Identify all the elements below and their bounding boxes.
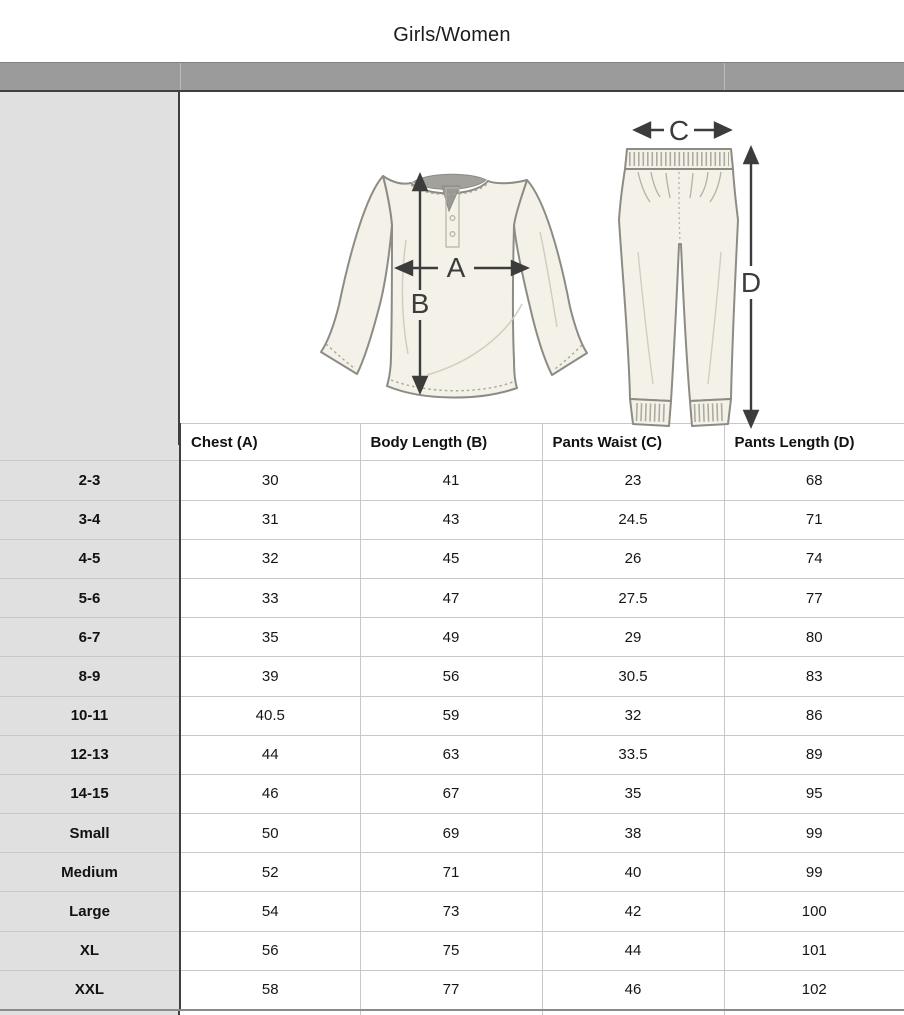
measurement-cell: 49 — [360, 618, 542, 657]
measurement-figure — [180, 92, 904, 445]
measurement-cell: 33 — [180, 578, 360, 617]
label-d: D — [740, 266, 762, 298]
measurement-cell: 44 — [180, 735, 360, 774]
measurement-cell: 52 — [180, 853, 360, 892]
label-a: A — [446, 251, 466, 283]
measurement-cell: 56 — [360, 657, 542, 696]
table-row — [0, 735, 904, 774]
table-row — [0, 774, 904, 813]
measurement-cell: 75 — [360, 931, 542, 970]
cutoff-cell — [542, 1011, 724, 1015]
table-row — [0, 931, 904, 970]
col-header-pants-length: Pants Length (D) — [724, 424, 904, 461]
measurement-cell: 77 — [724, 578, 904, 617]
table-row — [0, 500, 904, 539]
title-row — [0, 0, 904, 62]
figure-area — [0, 92, 904, 424]
row-size-label: XL — [0, 931, 180, 970]
table-row — [0, 814, 904, 853]
cutoff-cell — [360, 1011, 542, 1015]
row-size-label: XXL — [0, 970, 180, 1009]
measurement-cell: 73 — [360, 892, 542, 931]
table-row — [0, 657, 904, 696]
band-segment-right — [724, 63, 904, 90]
measurement-cell: 102 — [724, 970, 904, 1009]
col-header-chest: Chest (A) — [180, 424, 360, 461]
measurement-cell: 33.5 — [542, 735, 724, 774]
measurement-cell: 83 — [724, 657, 904, 696]
measurement-cell: 32 — [180, 539, 360, 578]
measurement-cell: 30.5 — [542, 657, 724, 696]
measurement-cell: 89 — [724, 735, 904, 774]
measurement-cell: 46 — [180, 774, 360, 813]
measurement-cell: 101 — [724, 931, 904, 970]
size-column-spacer — [0, 92, 180, 445]
measurement-cell: 45 — [360, 539, 542, 578]
label-c: C — [668, 114, 690, 146]
measurement-cell: 23 — [542, 461, 724, 500]
row-size-label: 12-13 — [0, 735, 180, 774]
row-size-label: 14-15 — [0, 774, 180, 813]
measurement-cell: 39 — [180, 657, 360, 696]
row-size-label: 4-5 — [0, 539, 180, 578]
measurement-cell: 32 — [542, 696, 724, 735]
measurement-cell: 24.5 — [542, 500, 724, 539]
measurement-cell: 74 — [724, 539, 904, 578]
measurement-cell: 31 — [180, 500, 360, 539]
measurement-cell: 27.5 — [542, 578, 724, 617]
measurement-cell: 100 — [724, 892, 904, 931]
col-header-body-length: Body Length (B) — [360, 424, 542, 461]
row-size-label: 5-6 — [0, 578, 180, 617]
table-row — [0, 461, 904, 500]
measurement-cell: 35 — [542, 774, 724, 813]
row-size-label: 10-11 — [0, 696, 180, 735]
measurement-cell: 50 — [180, 814, 360, 853]
row-size-label: Medium — [0, 853, 180, 892]
measurement-cell: 95 — [724, 774, 904, 813]
measurement-cell: 30 — [180, 461, 360, 500]
measurement-cell: 59 — [360, 696, 542, 735]
measurement-cell: 56 — [180, 931, 360, 970]
size-table-body — [0, 461, 904, 1009]
measurement-cell: 86 — [724, 696, 904, 735]
measurement-cell: 80 — [724, 618, 904, 657]
measurement-cell: 40.5 — [180, 696, 360, 735]
cutoff-cell — [0, 1011, 180, 1015]
row-size-label: Small — [0, 814, 180, 853]
row-size-label: 8-9 — [0, 657, 180, 696]
measurement-cell: 54 — [180, 892, 360, 931]
measurement-cell: 63 — [360, 735, 542, 774]
cutoff-row — [0, 1009, 904, 1015]
measurement-cell: 26 — [542, 539, 724, 578]
measurement-cell: 99 — [724, 814, 904, 853]
pants-illustration — [619, 149, 738, 426]
measurement-cell: 44 — [542, 931, 724, 970]
band-segment-left — [0, 63, 180, 90]
measurement-cell: 58 — [180, 970, 360, 1009]
measurement-cell: 35 — [180, 618, 360, 657]
measurement-cell: 68 — [724, 461, 904, 500]
measurement-cell: 38 — [542, 814, 724, 853]
measurement-cell: 29 — [542, 618, 724, 657]
measurement-cell: 43 — [360, 500, 542, 539]
measurement-cell: 71 — [724, 500, 904, 539]
garment-diagram — [180, 92, 904, 445]
cutoff-cell — [180, 1011, 360, 1015]
measurement-cell: 46 — [542, 970, 724, 1009]
measurement-cell: 42 — [542, 892, 724, 931]
page-title: Girls/Women — [393, 24, 511, 47]
table-row — [0, 539, 904, 578]
measurement-cell: 99 — [724, 853, 904, 892]
size-table — [0, 423, 904, 1009]
table-row — [0, 970, 904, 1009]
row-size-label: 2-3 — [0, 461, 180, 500]
table-top-band — [0, 62, 904, 92]
measurement-cell: 77 — [360, 970, 542, 1009]
table-row — [0, 578, 904, 617]
table-row — [0, 618, 904, 657]
row-size-label: 3-4 — [0, 500, 180, 539]
table-row — [0, 892, 904, 931]
measurement-cell: 40 — [542, 853, 724, 892]
measurement-cell: 47 — [360, 578, 542, 617]
table-row — [0, 853, 904, 892]
table-row — [0, 696, 904, 735]
measurement-cell: 41 — [360, 461, 542, 500]
row-size-label: 6-7 — [0, 618, 180, 657]
cutoff-cell — [724, 1011, 904, 1015]
measurement-cell: 67 — [360, 774, 542, 813]
measurement-cell: 71 — [360, 853, 542, 892]
measurement-cell: 69 — [360, 814, 542, 853]
label-b: B — [410, 287, 430, 319]
band-segment-middle — [180, 63, 724, 90]
row-size-label: Large — [0, 892, 180, 931]
col-header-pants-waist: Pants Waist (C) — [542, 424, 724, 461]
